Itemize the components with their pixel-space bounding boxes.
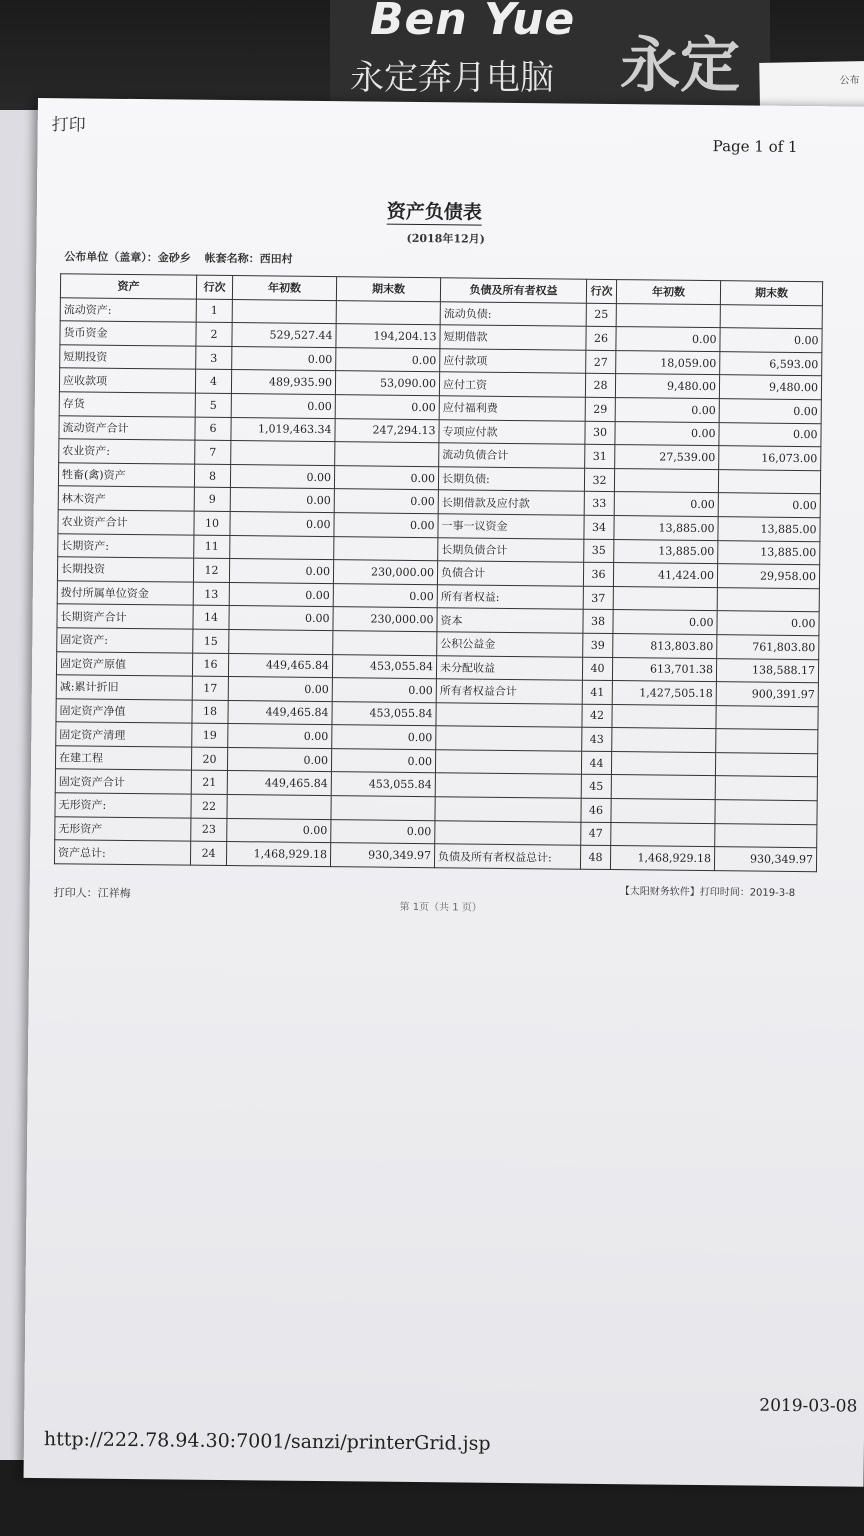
print-label: 打印 [51, 115, 86, 136]
header-end-balance: 期末数 [720, 281, 822, 306]
liability-item: 资本 [437, 608, 583, 633]
asset-item: 无形资产 [55, 816, 191, 841]
unit-info [64, 248, 302, 266]
liability-item [435, 750, 581, 775]
liability-end-value [716, 729, 818, 754]
asset-begin-value: 0.00 [231, 394, 335, 419]
liability-item: 应付款项 [440, 349, 586, 374]
asset-begin-value: 449,465.84 [227, 771, 331, 796]
logo-chinese-large-text: 永定 [620, 31, 740, 101]
liability-end-value: 761,803.80 [717, 635, 819, 660]
liability-begin-value: 13,885.00 [614, 539, 718, 564]
asset-end-value: 0.00 [332, 725, 436, 750]
asset-end-value: 453,055.84 [331, 772, 435, 797]
liability-row-no: 29 [585, 397, 615, 421]
mousepad-logo [330, 0, 770, 105]
liability-item: 应付工资 [439, 372, 585, 397]
header-row-no: 行次 [196, 275, 232, 299]
liability-end-value [715, 776, 817, 801]
asset-row-no: 6 [195, 417, 231, 441]
liability-row-no: 46 [581, 798, 611, 822]
asset-begin-value: 0.00 [229, 606, 333, 631]
background-paper-text: 公布 [839, 75, 860, 87]
liability-end-value: 930,349.97 [714, 847, 816, 872]
liability-begin-value: 41,424.00 [613, 563, 717, 588]
asset-item: 流动资产: [60, 297, 196, 322]
asset-begin-value: 0.00 [228, 677, 332, 702]
asset-begin-value: 0.00 [227, 818, 331, 843]
asset-end-value [335, 442, 439, 467]
asset-begin-value: 0.00 [228, 724, 332, 749]
liability-end-value: 0.00 [720, 328, 822, 353]
asset-item: 农业资产合计 [58, 510, 194, 535]
liability-end-value: 0.00 [719, 399, 821, 424]
asset-end-value: 0.00 [333, 583, 437, 608]
asset-begin-value: 1,019,463.34 [231, 417, 335, 442]
header-row-no: 行次 [586, 279, 616, 303]
asset-item: 固定资产清理 [56, 722, 192, 747]
print-url: http://222.78.94.30:7001/sanzi/printerGrid.jsp [43, 1428, 491, 1455]
asset-row-no: 17 [192, 676, 228, 700]
asset-row-no: 11 [194, 535, 230, 559]
liability-row-no: 33 [584, 492, 614, 516]
liability-end-value [718, 469, 820, 494]
liability-begin-value [613, 586, 717, 611]
asset-row-no: 12 [193, 558, 229, 582]
liability-item: 流动负债合计 [439, 443, 585, 468]
liability-row-no: 43 [582, 728, 612, 752]
liability-row-no: 38 [583, 610, 613, 634]
asset-item: 在建工程 [55, 746, 191, 771]
liability-end-value [717, 587, 819, 612]
liability-row-no: 48 [580, 845, 610, 869]
asset-item: 农业资产: [59, 439, 195, 464]
asset-end-value: 230,000.00 [333, 607, 437, 632]
liability-item: 长期负债合计 [438, 537, 584, 562]
liability-begin-value: 613,701.38 [612, 657, 716, 682]
print-date: 2019-03-08 [759, 1395, 858, 1417]
liability-begin-value [612, 728, 716, 753]
liability-end-value: 9,480.00 [719, 375, 821, 400]
liability-begin-value: 27,539.00 [615, 445, 719, 470]
asset-item: 应收款项 [59, 368, 195, 393]
liability-begin-value: 0.00 [613, 610, 717, 635]
liability-begin-value [611, 822, 715, 847]
liability-item [435, 773, 581, 798]
liability-item: 长期借款及应付款 [438, 490, 584, 515]
liability-item: 所有者权益合计 [436, 679, 582, 704]
liability-row-no: 32 [584, 468, 614, 492]
asset-row-no: 9 [194, 488, 230, 512]
asset-begin-value: 0.00 [230, 511, 334, 536]
asset-begin-value [232, 299, 336, 324]
liability-end-value [715, 753, 817, 778]
asset-end-value: 0.00 [334, 489, 438, 514]
asset-item: 资产总计: [54, 840, 190, 865]
asset-row-no: 22 [191, 794, 227, 818]
asset-row-no: 20 [191, 747, 227, 771]
liability-item [435, 820, 581, 845]
liability-begin-value [611, 751, 715, 776]
liability-item: 未分配收益 [436, 655, 582, 680]
asset-end-value: 247,294.13 [335, 418, 439, 443]
header-begin-balance: 年初数 [232, 276, 336, 301]
liability-item: 长期负债: [438, 466, 584, 491]
asset-begin-value [230, 535, 334, 560]
liability-item: 公积公益金 [437, 632, 583, 657]
asset-row-no: 8 [194, 464, 230, 488]
asset-end-value: 0.00 [334, 465, 438, 490]
asset-item: 减:累计折旧 [56, 675, 192, 700]
asset-begin-value: 0.00 [229, 559, 333, 584]
liability-end-value: 900,391.97 [716, 682, 818, 707]
asset-item: 固定资产净值 [56, 698, 192, 723]
liability-begin-value: 813,803.80 [613, 633, 717, 658]
liability-begin-value: 0.00 [615, 421, 719, 446]
liability-row-no: 42 [582, 704, 612, 728]
asset-row-no: 21 [191, 771, 227, 795]
asset-item: 牲畜(禽)资产 [58, 462, 194, 487]
liability-end-value: 16,073.00 [719, 446, 821, 471]
liability-begin-value: 0.00 [615, 398, 719, 423]
asset-row-no: 2 [196, 322, 232, 346]
asset-end-value: 930,349.97 [330, 843, 434, 868]
liability-row-no: 34 [584, 515, 614, 539]
asset-row-no: 4 [195, 370, 231, 394]
document-title: 资产负债表 [386, 200, 482, 224]
asset-end-value: 0.00 [331, 748, 435, 773]
asset-row-no: 18 [192, 700, 228, 724]
balance-sheet-table [54, 273, 823, 872]
asset-item: 林木资产 [58, 486, 194, 511]
asset-row-no: 5 [195, 393, 231, 417]
liability-row-no: 47 [581, 822, 611, 846]
asset-row-no: 15 [193, 629, 229, 653]
liability-begin-value [611, 799, 715, 824]
liability-end-value: 0.00 [718, 493, 820, 518]
asset-row-no: 13 [193, 582, 229, 606]
logo-english-text: Ben Yue [370, 0, 576, 45]
liability-row-no: 31 [585, 444, 615, 468]
liability-row-no: 35 [584, 539, 614, 563]
liability-begin-value: 1,468,929.18 [610, 846, 714, 871]
liability-item: 负债及所有者权益总计: [434, 844, 580, 869]
document-period: (2018年12月) [406, 231, 485, 246]
asset-begin-value: 0.00 [229, 582, 333, 607]
asset-row-no: 3 [196, 346, 232, 370]
asset-begin-value [227, 795, 331, 820]
asset-begin-value: 0.00 [230, 464, 334, 489]
asset-begin-value: 0.00 [232, 346, 336, 371]
liability-item: 专项应付款 [439, 419, 585, 444]
liability-row-no: 25 [586, 303, 616, 327]
liability-end-value: 13,885.00 [718, 540, 820, 565]
liability-begin-value [611, 775, 715, 800]
asset-begin-value: 449,465.84 [228, 700, 332, 725]
asset-end-value: 0.00 [331, 819, 435, 844]
asset-begin-value [231, 441, 335, 466]
asset-begin-value: 1,468,929.18 [226, 842, 330, 867]
asset-row-no: 7 [195, 440, 231, 464]
liability-end-value: 29,958.00 [717, 564, 819, 589]
asset-end-value: 453,055.84 [332, 701, 436, 726]
asset-end-value: 0.00 [335, 395, 439, 420]
unit-label: 公布单位（盖章）：金砂乡 [64, 250, 191, 265]
asset-begin-value: 489,935.90 [231, 370, 335, 395]
page-info: 第 1页（共 1 页） [399, 901, 482, 914]
asset-item: 存货 [59, 392, 195, 417]
asset-end-value: 0.00 [334, 513, 438, 538]
liability-item [435, 797, 581, 822]
asset-begin-value: 0.00 [230, 488, 334, 513]
liability-row-no: 44 [581, 751, 611, 775]
asset-begin-value: 449,465.84 [228, 653, 332, 678]
asset-row-no: 23 [191, 818, 227, 842]
liability-item [436, 702, 582, 727]
asset-item: 拨付所属单位资金 [57, 580, 193, 605]
liability-begin-value [612, 704, 716, 729]
asset-end-value [336, 300, 440, 325]
liability-item [436, 726, 582, 751]
liability-begin-value: 18,059.00 [616, 350, 720, 375]
asset-item: 长期投资 [57, 557, 193, 582]
asset-row-no: 10 [194, 511, 230, 535]
asset-item: 长期资产: [58, 533, 194, 558]
liability-row-no: 37 [583, 586, 613, 610]
liability-end-value: 138,588.17 [716, 658, 818, 683]
asset-item: 固定资产原值 [56, 651, 192, 676]
liability-row-no: 27 [586, 350, 616, 374]
liability-end-value: 6,593.00 [720, 351, 822, 376]
asset-begin-value: 529,527.44 [232, 323, 336, 348]
liability-end-value: 13,885.00 [718, 517, 820, 542]
asset-end-value: 194,204.13 [336, 324, 440, 349]
asset-item: 无形资产: [55, 793, 191, 818]
liability-end-value: 0.00 [719, 422, 821, 447]
liability-row-no: 30 [585, 421, 615, 445]
asset-end-value [333, 631, 437, 656]
liability-begin-value [616, 303, 720, 328]
liability-row-no: 40 [582, 657, 612, 681]
printer-name: 打印人：江祥梅 [53, 886, 131, 901]
liability-end-value [715, 800, 817, 825]
asset-end-value [334, 536, 438, 561]
asset-end-value: 0.00 [332, 678, 436, 703]
liability-item: 负债合计 [437, 561, 583, 586]
printed-page [24, 98, 864, 1487]
header-begin-balance: 年初数 [616, 280, 720, 305]
asset-row-no: 24 [190, 841, 226, 865]
asset-end-value: 0.00 [336, 347, 440, 372]
liability-begin-value: 0.00 [614, 492, 718, 517]
asset-begin-value: 0.00 [227, 747, 331, 772]
header-liabilities-equity: 负债及所有者权益 [440, 278, 586, 303]
asset-item: 货币资金 [60, 321, 196, 346]
liability-item: 短期借款 [440, 325, 586, 350]
liability-end-value [716, 705, 818, 730]
liability-row-no: 36 [583, 562, 613, 586]
asset-row-no: 19 [192, 723, 228, 747]
asset-begin-value [229, 629, 333, 654]
asset-item: 长期资产合计 [57, 604, 193, 629]
asset-end-value: 53,090.00 [335, 371, 439, 396]
asset-row-no: 16 [192, 653, 228, 677]
liability-end-value: 0.00 [717, 611, 819, 636]
account-label: 帐套名称：西田村 [204, 251, 293, 266]
liability-item: 所有者权益: [437, 584, 583, 609]
liability-begin-value: 0.00 [616, 327, 720, 352]
asset-item: 短期投资 [60, 345, 196, 370]
liability-begin-value [614, 468, 718, 493]
liability-row-no: 39 [583, 633, 613, 657]
asset-item: 流动资产合计 [59, 415, 195, 440]
liability-end-value [720, 304, 822, 329]
asset-row-no: 14 [193, 605, 229, 629]
liability-begin-value: 1,427,505.18 [612, 681, 716, 706]
page-number: Page 1 of 1 [712, 137, 798, 156]
liability-row-no: 26 [586, 326, 616, 350]
liability-item: 应付福利费 [439, 396, 585, 421]
asset-end-value: 453,055.84 [332, 654, 436, 679]
liability-end-value [715, 823, 817, 848]
liability-row-no: 28 [585, 374, 615, 398]
liability-item: 一事一议资金 [438, 514, 584, 539]
liability-begin-value: 9,480.00 [615, 374, 719, 399]
header-end-balance: 期末数 [336, 277, 440, 302]
header-assets: 资产 [60, 274, 196, 299]
liability-item: 流动负债: [440, 301, 586, 326]
software-print-time: 【太阳财务软件】打印时间：2019-3-8 [619, 886, 796, 899]
logo-chinese-text: 永定奔月电脑 [350, 58, 554, 98]
asset-item: 固定资产合计 [55, 769, 191, 794]
asset-end-value: 230,000.00 [333, 560, 437, 585]
asset-end-value [331, 796, 435, 821]
liability-row-no: 41 [582, 680, 612, 704]
asset-item: 固定资产: [57, 628, 193, 653]
asset-row-no: 1 [196, 299, 232, 323]
liability-row-no: 45 [581, 775, 611, 799]
liability-begin-value: 13,885.00 [614, 515, 718, 540]
